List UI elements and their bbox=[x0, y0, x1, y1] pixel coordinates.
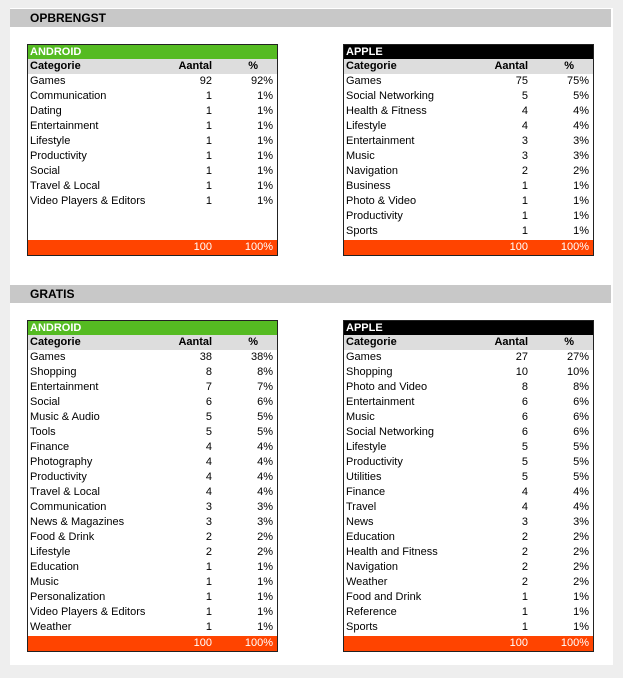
row-category: Social Networking bbox=[346, 90, 435, 102]
column-header-row bbox=[344, 335, 593, 350]
row-count: 1 bbox=[521, 591, 528, 603]
row-count: 6 bbox=[521, 396, 528, 408]
row-count: 4 bbox=[205, 441, 212, 453]
row-count: 3 bbox=[205, 516, 212, 528]
row-percent: 4% bbox=[257, 441, 273, 453]
table-row bbox=[344, 224, 593, 239]
row-category: Lifestyle bbox=[30, 135, 71, 147]
row-count: 4 bbox=[205, 471, 212, 483]
table-row bbox=[28, 179, 277, 194]
row-count: 3 bbox=[205, 501, 212, 513]
row-percent: 10% bbox=[566, 366, 589, 378]
row-percent: 4% bbox=[257, 471, 273, 483]
row-category: Business bbox=[346, 180, 391, 192]
total-row bbox=[344, 240, 593, 255]
row-category: Travel bbox=[346, 501, 377, 513]
row-percent: 1% bbox=[257, 195, 273, 207]
row-percent: 4% bbox=[573, 105, 589, 117]
row-percent: 3% bbox=[573, 516, 589, 528]
total-row bbox=[28, 636, 277, 651]
column-header-row bbox=[344, 59, 593, 74]
table-free-android bbox=[27, 320, 278, 652]
row-percent: 2% bbox=[257, 531, 273, 543]
table-row bbox=[28, 149, 277, 164]
total-row bbox=[28, 240, 277, 255]
table-row bbox=[344, 104, 593, 119]
row-category: Music bbox=[30, 576, 59, 588]
row-percent: 3% bbox=[573, 135, 589, 147]
row-count: 4 bbox=[521, 486, 528, 498]
row-category: Games bbox=[346, 351, 382, 363]
row-count: 1 bbox=[205, 591, 212, 603]
table-row bbox=[28, 425, 277, 440]
row-percent: 3% bbox=[257, 516, 273, 528]
row-category: Productivity bbox=[346, 456, 403, 468]
row-percent: 3% bbox=[257, 501, 273, 513]
row-percent: 1% bbox=[257, 150, 273, 162]
row-percent: 4% bbox=[573, 486, 589, 498]
table-row bbox=[28, 350, 277, 365]
table-row bbox=[344, 560, 593, 575]
row-category: Tools bbox=[30, 426, 56, 438]
row-percent: 2% bbox=[573, 165, 589, 177]
table-row bbox=[344, 179, 593, 194]
row-category: Education bbox=[346, 531, 395, 543]
row-percent: 4% bbox=[257, 486, 273, 498]
row-percent: 6% bbox=[257, 396, 273, 408]
table-row bbox=[28, 545, 277, 560]
row-percent: 1% bbox=[573, 591, 589, 603]
table-row bbox=[344, 119, 593, 134]
row-category: Dating bbox=[30, 105, 62, 117]
row-category: Entertainment bbox=[30, 381, 99, 393]
row-count: 5 bbox=[521, 441, 528, 453]
row-category: Shopping bbox=[346, 366, 393, 378]
row-percent: 5% bbox=[573, 90, 589, 102]
total-count: 100 bbox=[509, 241, 528, 253]
row-percent: 5% bbox=[573, 441, 589, 453]
row-category: Food & Drink bbox=[30, 531, 95, 543]
row-category: Social bbox=[30, 396, 60, 408]
row-count: 1 bbox=[205, 576, 212, 588]
row-count: 4 bbox=[521, 501, 528, 513]
row-percent: 1% bbox=[573, 225, 589, 237]
row-percent: 2% bbox=[257, 546, 273, 558]
row-percent: 4% bbox=[573, 120, 589, 132]
row-count: 7 bbox=[205, 381, 212, 393]
row-count: 1 bbox=[205, 561, 212, 573]
row-percent: 1% bbox=[257, 180, 273, 192]
row-category: Sports bbox=[346, 225, 378, 237]
row-category: Communication bbox=[30, 90, 107, 102]
table-row bbox=[344, 470, 593, 485]
row-count: 2 bbox=[521, 576, 528, 588]
row-percent: 1% bbox=[257, 90, 273, 102]
table-row bbox=[28, 605, 277, 620]
row-count: 27 bbox=[515, 351, 528, 363]
table-row bbox=[344, 350, 593, 365]
row-percent: 1% bbox=[573, 180, 589, 192]
total-count: 100 bbox=[509, 637, 528, 649]
row-percent: 2% bbox=[573, 561, 589, 573]
column-header-row bbox=[28, 59, 277, 74]
row-count: 1 bbox=[205, 120, 212, 132]
row-category: Communication bbox=[30, 501, 107, 513]
row-count: 3 bbox=[521, 150, 528, 162]
row-count: 1 bbox=[521, 621, 528, 633]
row-category: Music bbox=[346, 411, 375, 423]
row-category: Music & Audio bbox=[30, 411, 100, 423]
row-category: Entertainment bbox=[346, 135, 415, 147]
table-row bbox=[28, 74, 277, 89]
row-percent: 5% bbox=[573, 471, 589, 483]
row-count: 1 bbox=[205, 621, 212, 633]
table-row bbox=[344, 194, 593, 209]
row-percent: 6% bbox=[573, 426, 589, 438]
row-count: 1 bbox=[205, 165, 212, 177]
row-percent: 6% bbox=[573, 411, 589, 423]
row-category: Entertainment bbox=[30, 120, 99, 132]
row-count: 5 bbox=[205, 426, 212, 438]
total-percent: 100% bbox=[244, 637, 273, 649]
row-category: Productivity bbox=[346, 210, 403, 222]
row-category: Health and Fitness bbox=[346, 546, 438, 558]
row-category: Weather bbox=[346, 576, 388, 588]
row-category: Games bbox=[30, 75, 66, 87]
table-row bbox=[28, 395, 277, 410]
table-row bbox=[28, 500, 277, 515]
row-category: Reference bbox=[346, 606, 397, 618]
table-row bbox=[344, 74, 593, 89]
row-category: Productivity bbox=[30, 471, 87, 483]
platform-title: APPLE bbox=[344, 321, 593, 335]
row-count: 75 bbox=[515, 75, 528, 87]
column-header-category: Categorie bbox=[346, 60, 397, 72]
row-count: 1 bbox=[205, 105, 212, 117]
total-percent: 100% bbox=[244, 241, 273, 253]
table-row bbox=[344, 530, 593, 545]
row-count: 6 bbox=[205, 396, 212, 408]
row-count: 2 bbox=[205, 546, 212, 558]
row-category: Shopping bbox=[30, 366, 77, 378]
column-header-row bbox=[28, 335, 277, 350]
row-category: Personalization bbox=[30, 591, 106, 603]
row-count: 2 bbox=[521, 531, 528, 543]
table-row bbox=[28, 455, 277, 470]
row-percent: 1% bbox=[573, 195, 589, 207]
row-category: Lifestyle bbox=[346, 441, 387, 453]
row-percent: 1% bbox=[573, 606, 589, 618]
row-category: Navigation bbox=[346, 165, 398, 177]
row-count: 1 bbox=[205, 180, 212, 192]
table-row bbox=[28, 380, 277, 395]
row-category: Travel & Local bbox=[30, 486, 100, 498]
row-count: 1 bbox=[205, 195, 212, 207]
table-row bbox=[28, 575, 277, 590]
table-row bbox=[28, 410, 277, 425]
row-category: Photo & Video bbox=[346, 195, 417, 207]
row-category: Lifestyle bbox=[30, 546, 71, 558]
table-row bbox=[28, 134, 277, 149]
row-count: 1 bbox=[205, 606, 212, 618]
row-count: 6 bbox=[521, 426, 528, 438]
table-row bbox=[344, 209, 593, 224]
table-revenue-apple bbox=[343, 44, 594, 256]
row-percent: 1% bbox=[257, 105, 273, 117]
row-category: Productivity bbox=[30, 150, 87, 162]
row-category: Sports bbox=[346, 621, 378, 633]
row-count: 1 bbox=[521, 210, 528, 222]
row-percent: 3% bbox=[573, 150, 589, 162]
table-row bbox=[344, 455, 593, 470]
table-row bbox=[344, 515, 593, 530]
row-category: Travel & Local bbox=[30, 180, 100, 192]
row-percent: 2% bbox=[573, 576, 589, 588]
table-row bbox=[344, 545, 593, 560]
row-count: 2 bbox=[521, 561, 528, 573]
column-header-percent: % bbox=[564, 336, 574, 348]
table-row bbox=[28, 560, 277, 575]
row-count: 1 bbox=[205, 90, 212, 102]
row-percent: 2% bbox=[573, 546, 589, 558]
table-row bbox=[28, 104, 277, 119]
table-row bbox=[344, 605, 593, 620]
table-row bbox=[28, 194, 277, 209]
total-percent: 100% bbox=[560, 637, 589, 649]
row-category: Games bbox=[346, 75, 382, 87]
row-category: Social bbox=[30, 165, 60, 177]
row-count: 1 bbox=[521, 606, 528, 618]
row-category: Video Players & Editors bbox=[30, 606, 146, 618]
table-row bbox=[28, 164, 277, 179]
row-count: 5 bbox=[521, 471, 528, 483]
total-label bbox=[344, 636, 476, 651]
table-row bbox=[28, 620, 277, 635]
table-row bbox=[344, 425, 593, 440]
row-percent: 4% bbox=[257, 456, 273, 468]
column-header-count: Aantal bbox=[494, 336, 529, 348]
row-count: 5 bbox=[521, 456, 528, 468]
row-count: 8 bbox=[521, 381, 528, 393]
column-header-percent: % bbox=[248, 60, 258, 72]
row-count: 4 bbox=[205, 486, 212, 498]
row-percent: 5% bbox=[257, 411, 273, 423]
table-row bbox=[344, 164, 593, 179]
row-percent: 1% bbox=[257, 165, 273, 177]
row-percent: 5% bbox=[257, 426, 273, 438]
row-category: Photography bbox=[30, 456, 93, 468]
column-header-percent: % bbox=[564, 60, 574, 72]
row-percent: 27% bbox=[566, 351, 589, 363]
column-header-count: Aantal bbox=[494, 60, 529, 72]
column-header-category: Categorie bbox=[30, 336, 81, 348]
row-percent: 8% bbox=[257, 366, 273, 378]
row-count: 1 bbox=[521, 180, 528, 192]
table-revenue-android bbox=[27, 44, 278, 256]
row-count: 1 bbox=[205, 135, 212, 147]
row-count: 3 bbox=[521, 516, 528, 528]
section-header-free: GRATIS bbox=[10, 285, 611, 303]
table-row bbox=[344, 440, 593, 455]
table-row bbox=[28, 485, 277, 500]
row-count: 5 bbox=[205, 411, 212, 423]
platform-title: ANDROID bbox=[28, 321, 277, 335]
row-percent: 1% bbox=[257, 591, 273, 603]
row-count: 5 bbox=[521, 90, 528, 102]
total-label bbox=[28, 636, 160, 651]
row-percent: 1% bbox=[257, 621, 273, 633]
section-header-revenue: OPBRENGST bbox=[10, 9, 611, 27]
row-percent: 4% bbox=[573, 501, 589, 513]
row-percent: 38% bbox=[250, 351, 273, 363]
row-percent: 1% bbox=[257, 561, 273, 573]
row-count: 1 bbox=[521, 225, 528, 237]
row-category: Games bbox=[30, 351, 66, 363]
row-category: Finance bbox=[30, 441, 70, 453]
row-percent: 1% bbox=[257, 576, 273, 588]
row-category: Utilities bbox=[346, 471, 382, 483]
row-percent: 1% bbox=[257, 606, 273, 618]
row-count: 1 bbox=[521, 195, 528, 207]
table-row bbox=[28, 470, 277, 485]
table-row bbox=[344, 410, 593, 425]
row-category: News & Magazines bbox=[30, 516, 125, 528]
row-category: Education bbox=[30, 561, 79, 573]
row-count: 6 bbox=[521, 411, 528, 423]
row-category: Navigation bbox=[346, 561, 398, 573]
row-count: 2 bbox=[205, 531, 212, 543]
table-row bbox=[28, 365, 277, 380]
row-category: Entertainment bbox=[346, 396, 415, 408]
table-row bbox=[344, 620, 593, 635]
table-row bbox=[344, 590, 593, 605]
row-category: Video Players & Editors bbox=[30, 195, 146, 207]
row-count: 3 bbox=[521, 135, 528, 147]
row-category: Weather bbox=[30, 621, 72, 633]
row-count: 10 bbox=[515, 366, 528, 378]
total-row bbox=[344, 636, 593, 651]
table-free-apple bbox=[343, 320, 594, 652]
table-row bbox=[28, 119, 277, 134]
column-header-count: Aantal bbox=[178, 60, 213, 72]
row-percent: 6% bbox=[573, 396, 589, 408]
row-category: Photo and Video bbox=[346, 381, 428, 393]
table-row bbox=[28, 440, 277, 455]
table-row bbox=[28, 590, 277, 605]
row-count: 4 bbox=[205, 456, 212, 468]
row-count: 2 bbox=[521, 165, 528, 177]
row-percent: 1% bbox=[573, 210, 589, 222]
table-row bbox=[344, 380, 593, 395]
row-percent: 75% bbox=[566, 75, 589, 87]
column-header-count: Aantal bbox=[178, 336, 213, 348]
row-category: Music bbox=[346, 150, 375, 162]
total-count: 100 bbox=[193, 241, 212, 253]
table-row bbox=[344, 365, 593, 380]
row-count: 8 bbox=[205, 366, 212, 378]
platform-title: APPLE bbox=[344, 45, 593, 59]
column-header-percent: % bbox=[248, 336, 258, 348]
row-percent: 1% bbox=[257, 120, 273, 132]
column-header-category: Categorie bbox=[346, 336, 397, 348]
row-percent: 92% bbox=[250, 75, 273, 87]
table-row bbox=[344, 89, 593, 104]
total-label bbox=[344, 240, 476, 255]
row-percent: 1% bbox=[257, 135, 273, 147]
row-percent: 2% bbox=[573, 531, 589, 543]
row-percent: 1% bbox=[573, 621, 589, 633]
row-category: Food and Drink bbox=[346, 591, 422, 603]
table-row bbox=[344, 134, 593, 149]
row-percent: 8% bbox=[573, 381, 589, 393]
table-row bbox=[28, 530, 277, 545]
column-header-category: Categorie bbox=[30, 60, 81, 72]
total-count: 100 bbox=[193, 637, 212, 649]
table-row bbox=[28, 89, 277, 104]
row-category: Social Networking bbox=[346, 426, 435, 438]
table-row bbox=[344, 149, 593, 164]
row-count: 4 bbox=[521, 120, 528, 132]
row-count: 1 bbox=[205, 150, 212, 162]
row-category: Finance bbox=[346, 486, 386, 498]
row-count: 92 bbox=[199, 75, 212, 87]
table-row bbox=[344, 575, 593, 590]
total-percent: 100% bbox=[560, 241, 589, 253]
table-row bbox=[344, 485, 593, 500]
row-count: 4 bbox=[521, 105, 528, 117]
table-row bbox=[28, 515, 277, 530]
row-percent: 5% bbox=[573, 456, 589, 468]
row-category: Lifestyle bbox=[346, 120, 387, 132]
row-category: Health & Fitness bbox=[346, 105, 427, 117]
table-row bbox=[344, 500, 593, 515]
row-count: 38 bbox=[199, 351, 212, 363]
platform-title: ANDROID bbox=[28, 45, 277, 59]
total-label bbox=[28, 240, 160, 255]
row-count: 2 bbox=[521, 546, 528, 558]
row-category: News bbox=[346, 516, 374, 528]
table-row bbox=[344, 395, 593, 410]
row-percent: 7% bbox=[257, 381, 273, 393]
